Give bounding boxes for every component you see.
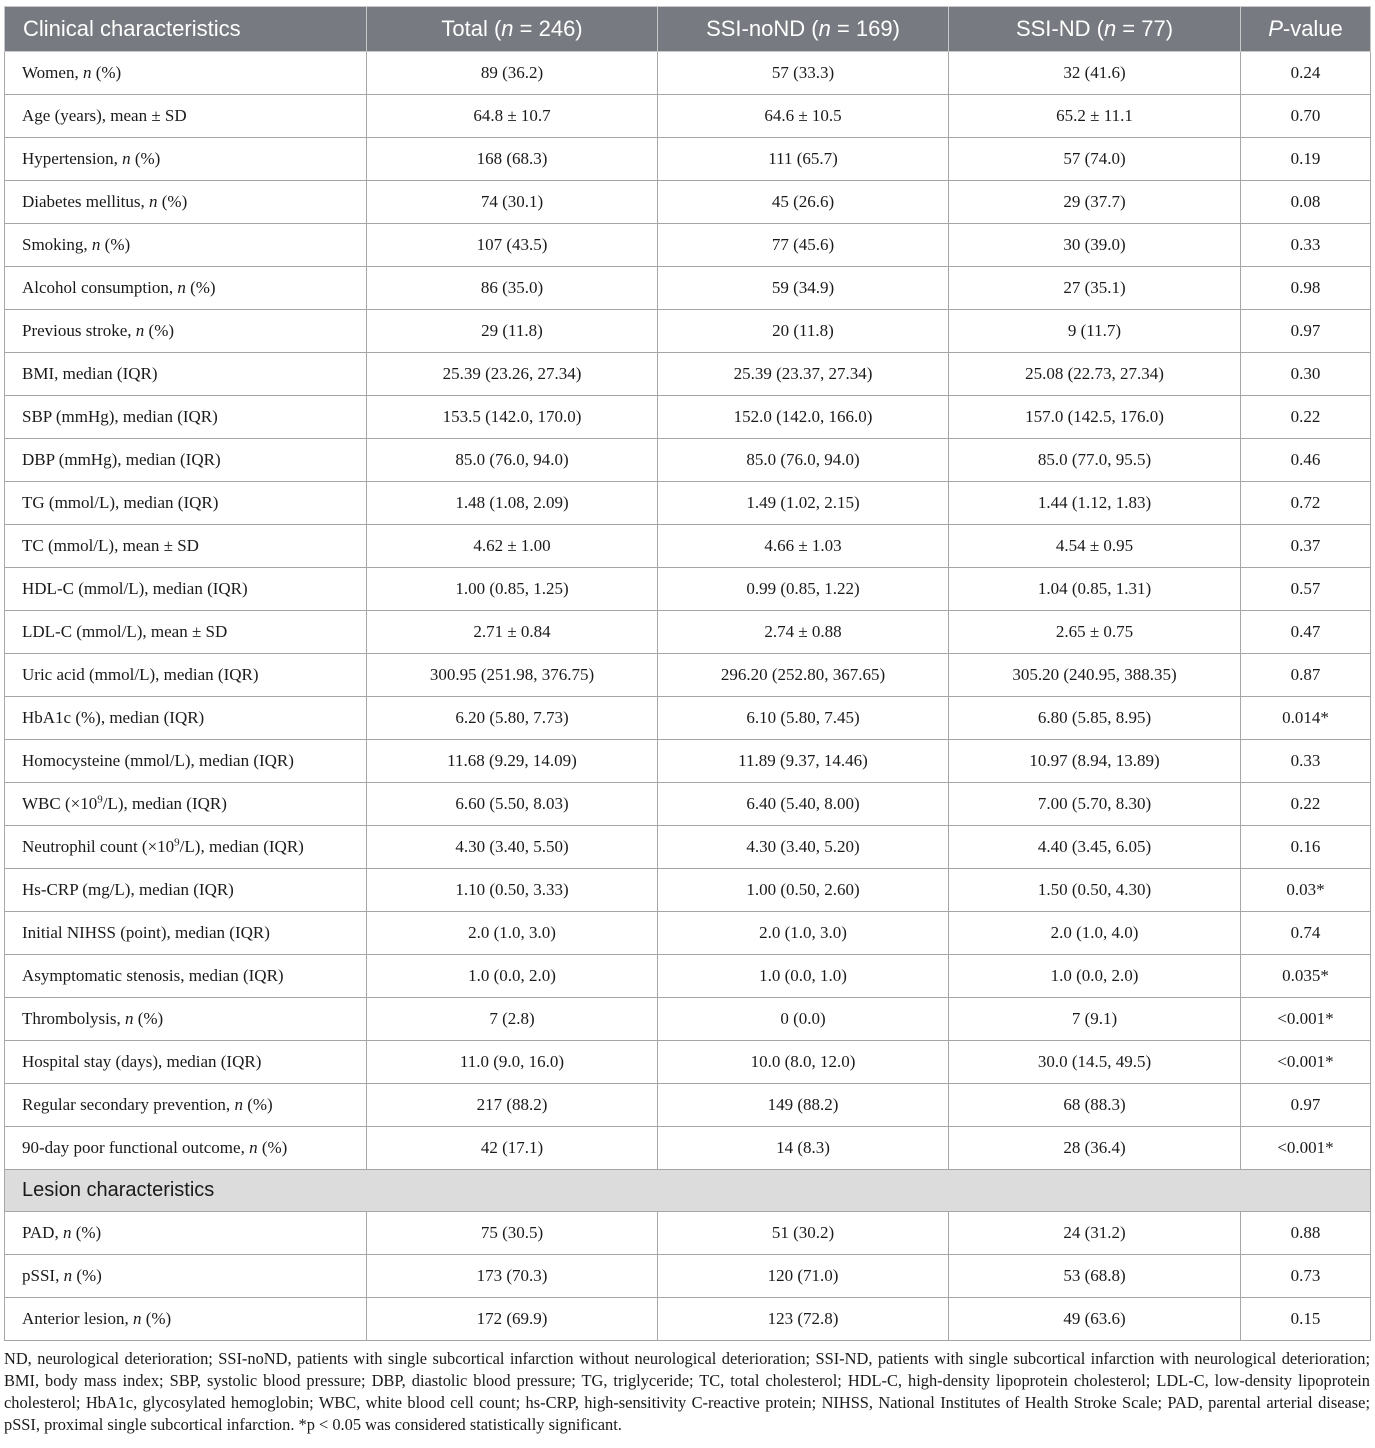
p-value: 0.47	[1241, 611, 1371, 654]
ssi-nd-value: 305.20 (240.95, 388.35)	[949, 654, 1241, 697]
ssi-nond-value: 10.0 (8.0, 12.0)	[658, 1041, 949, 1084]
header-clinical-characteristics: Clinical characteristics	[5, 7, 367, 52]
row-label: TG (mmol/L), median (IQR)	[5, 482, 367, 525]
total-value: 168 (68.3)	[367, 138, 658, 181]
p-value: <0.001*	[1241, 1127, 1371, 1170]
ssi-nond-value: 120 (71.0)	[658, 1255, 949, 1298]
row-label: Initial NIHSS (point), median (IQR)	[5, 912, 367, 955]
ssi-nd-value: 27 (35.1)	[949, 267, 1241, 310]
p-value: 0.22	[1241, 783, 1371, 826]
p-value: <0.001*	[1241, 1041, 1371, 1084]
p-value: 0.19	[1241, 138, 1371, 181]
row-label: SBP (mmHg), median (IQR)	[5, 396, 367, 439]
ssi-nond-value: 59 (34.9)	[658, 267, 949, 310]
row-label: DBP (mmHg), median (IQR)	[5, 439, 367, 482]
header-total: Total (n = 246)	[367, 7, 658, 52]
total-value: 6.20 (5.80, 7.73)	[367, 697, 658, 740]
total-value: 1.10 (0.50, 3.33)	[367, 869, 658, 912]
row-label: Hypertension, n (%)	[5, 138, 367, 181]
ssi-nond-value: 14 (8.3)	[658, 1127, 949, 1170]
ssi-nond-value: 11.89 (9.37, 14.46)	[658, 740, 949, 783]
table-body	[5, 52, 1371, 1341]
ssi-nd-value: 28 (36.4)	[949, 1127, 1241, 1170]
p-value: 0.37	[1241, 525, 1371, 568]
ssi-nd-value: 1.44 (1.12, 1.83)	[949, 482, 1241, 525]
row-label: TC (mmol/L), mean ± SD	[5, 525, 367, 568]
p-value: 0.97	[1241, 1084, 1371, 1127]
ssi-nd-value: 53 (68.8)	[949, 1255, 1241, 1298]
ssi-nond-value: 85.0 (76.0, 94.0)	[658, 439, 949, 482]
ssi-nond-value: 1.0 (0.0, 1.0)	[658, 955, 949, 998]
ssi-nd-value: 25.08 (22.73, 27.34)	[949, 353, 1241, 396]
table-row	[5, 998, 1371, 1041]
total-value: 1.0 (0.0, 2.0)	[367, 955, 658, 998]
p-value: 0.33	[1241, 224, 1371, 267]
total-value: 42 (17.1)	[367, 1127, 658, 1170]
row-label: Thrombolysis, n (%)	[5, 998, 367, 1041]
row-label: Anterior lesion, n (%)	[5, 1298, 367, 1341]
ssi-nd-value: 10.97 (8.94, 13.89)	[949, 740, 1241, 783]
p-value: 0.15	[1241, 1298, 1371, 1341]
p-value: 0.57	[1241, 568, 1371, 611]
total-value: 2.71 ± 0.84	[367, 611, 658, 654]
row-label: Previous stroke, n (%)	[5, 310, 367, 353]
p-value: 0.74	[1241, 912, 1371, 955]
p-value: 0.88	[1241, 1212, 1371, 1255]
row-label: pSSI, n (%)	[5, 1255, 367, 1298]
total-value: 2.0 (1.0, 3.0)	[367, 912, 658, 955]
ssi-nond-value: 111 (65.7)	[658, 138, 949, 181]
total-value: 64.8 ± 10.7	[367, 95, 658, 138]
ssi-nond-value: 0 (0.0)	[658, 998, 949, 1041]
table-row	[5, 697, 1371, 740]
ssi-nond-value: 6.40 (5.40, 8.00)	[658, 783, 949, 826]
total-value: 153.5 (142.0, 170.0)	[367, 396, 658, 439]
total-value: 25.39 (23.26, 27.34)	[367, 353, 658, 396]
ssi-nond-value: 4.30 (3.40, 5.20)	[658, 826, 949, 869]
ssi-nond-value: 64.6 ± 10.5	[658, 95, 949, 138]
p-value: 0.16	[1241, 826, 1371, 869]
p-value: <0.001*	[1241, 998, 1371, 1041]
p-value: 0.97	[1241, 310, 1371, 353]
ssi-nond-value: 1.00 (0.50, 2.60)	[658, 869, 949, 912]
row-label: Asymptomatic stenosis, median (IQR)	[5, 955, 367, 998]
total-value: 85.0 (76.0, 94.0)	[367, 439, 658, 482]
total-value: 4.30 (3.40, 5.50)	[367, 826, 658, 869]
ssi-nd-value: 30.0 (14.5, 49.5)	[949, 1041, 1241, 1084]
table-row	[5, 310, 1371, 353]
total-value: 7 (2.8)	[367, 998, 658, 1041]
ssi-nd-value: 65.2 ± 11.1	[949, 95, 1241, 138]
table-row	[5, 740, 1371, 783]
ssi-nond-value: 123 (72.8)	[658, 1298, 949, 1341]
ssi-nond-value: 149 (88.2)	[658, 1084, 949, 1127]
p-value: 0.33	[1241, 740, 1371, 783]
p-value: 0.98	[1241, 267, 1371, 310]
table-row	[5, 826, 1371, 869]
ssi-nd-value: 32 (41.6)	[949, 52, 1241, 95]
table-row	[5, 396, 1371, 439]
total-value: 11.68 (9.29, 14.09)	[367, 740, 658, 783]
ssi-nd-value: 1.0 (0.0, 2.0)	[949, 955, 1241, 998]
total-value: 172 (69.9)	[367, 1298, 658, 1341]
ssi-nond-value: 57 (33.3)	[658, 52, 949, 95]
table-row	[5, 955, 1371, 998]
total-value: 217 (88.2)	[367, 1084, 658, 1127]
row-label: HbA1c (%), median (IQR)	[5, 697, 367, 740]
total-value: 74 (30.1)	[367, 181, 658, 224]
table-row	[5, 353, 1371, 396]
total-value: 173 (70.3)	[367, 1255, 658, 1298]
section-row	[5, 1170, 1371, 1212]
ssi-nond-value: 45 (26.6)	[658, 181, 949, 224]
ssi-nd-value: 4.54 ± 0.95	[949, 525, 1241, 568]
row-label: Age (years), mean ± SD	[5, 95, 367, 138]
table-row	[5, 525, 1371, 568]
ssi-nd-value: 57 (74.0)	[949, 138, 1241, 181]
table-row	[5, 869, 1371, 912]
row-label: Women, n (%)	[5, 52, 367, 95]
row-label: Smoking, n (%)	[5, 224, 367, 267]
table-row	[5, 654, 1371, 697]
total-value: 1.00 (0.85, 1.25)	[367, 568, 658, 611]
ssi-nond-value: 1.49 (1.02, 2.15)	[658, 482, 949, 525]
table-row	[5, 1255, 1371, 1298]
p-value: 0.22	[1241, 396, 1371, 439]
table-container	[4, 6, 1370, 1436]
total-value: 107 (43.5)	[367, 224, 658, 267]
ssi-nd-value: 2.65 ± 0.75	[949, 611, 1241, 654]
table-row	[5, 95, 1371, 138]
table-row	[5, 611, 1371, 654]
ssi-nd-value: 1.50 (0.50, 4.30)	[949, 869, 1241, 912]
table-header-row	[5, 7, 1371, 52]
table-row	[5, 1041, 1371, 1084]
ssi-nond-value: 0.99 (0.85, 1.22)	[658, 568, 949, 611]
row-label: Alcohol consumption, n (%)	[5, 267, 367, 310]
row-label: PAD, n (%)	[5, 1212, 367, 1255]
row-label: Uric acid (mmol/L), median (IQR)	[5, 654, 367, 697]
total-value: 11.0 (9.0, 16.0)	[367, 1041, 658, 1084]
table-row	[5, 181, 1371, 224]
table-row	[5, 439, 1371, 482]
p-value: 0.70	[1241, 95, 1371, 138]
total-value: 86 (35.0)	[367, 267, 658, 310]
total-value: 29 (11.8)	[367, 310, 658, 353]
table-row	[5, 138, 1371, 181]
p-value: 0.30	[1241, 353, 1371, 396]
table-row	[5, 224, 1371, 267]
table-row	[5, 1212, 1371, 1255]
row-label: Regular secondary prevention, n (%)	[5, 1084, 367, 1127]
p-value: 0.46	[1241, 439, 1371, 482]
table-row	[5, 482, 1371, 525]
ssi-nond-value: 51 (30.2)	[658, 1212, 949, 1255]
ssi-nd-value: 6.80 (5.85, 8.95)	[949, 697, 1241, 740]
p-value: 0.08	[1241, 181, 1371, 224]
row-label: Neutrophil count $(\times 10^9/L)$, median (IQR)	[5, 826, 367, 869]
table-row	[5, 568, 1371, 611]
p-value: 0.035*	[1241, 955, 1371, 998]
ssi-nond-value: 20 (11.8)	[658, 310, 949, 353]
row-label: LDL-C (mmol/L), mean ± SD	[5, 611, 367, 654]
header-p-value: P-value	[1241, 7, 1371, 52]
ssi-nond-value: 2.0 (1.0, 3.0)	[658, 912, 949, 955]
p-value: 0.24	[1241, 52, 1371, 95]
p-value: 0.72	[1241, 482, 1371, 525]
total-value: 89 (36.2)	[367, 52, 658, 95]
header-ssi-nond: SSI-noND (n = 169)	[658, 7, 949, 52]
row-label: HDL-C (mmol/L), median (IQR)	[5, 568, 367, 611]
ssi-nond-value: 296.20 (252.80, 367.65)	[658, 654, 949, 697]
header-ssi-nd: SSI-ND (n = 77)	[949, 7, 1241, 52]
row-label: Diabetes mellitus, n (%)	[5, 181, 367, 224]
clinical-characteristics-table	[4, 6, 1371, 1341]
ssi-nd-value: 9 (11.7)	[949, 310, 1241, 353]
table-row	[5, 1084, 1371, 1127]
ssi-nd-value: 157.0 (142.5, 176.0)	[949, 396, 1241, 439]
table-row	[5, 1127, 1371, 1170]
ssi-nd-value: 85.0 (77.0, 95.5)	[949, 439, 1241, 482]
p-value: 0.03*	[1241, 869, 1371, 912]
total-value: 300.95 (251.98, 376.75)	[367, 654, 658, 697]
table-row	[5, 52, 1371, 95]
table-row	[5, 267, 1371, 310]
ssi-nd-value: 49 (63.6)	[949, 1298, 1241, 1341]
row-label: Hs-CRP (mg/L), median (IQR)	[5, 869, 367, 912]
ssi-nond-value: 77 (45.6)	[658, 224, 949, 267]
ssi-nond-value: 4.66 ± 1.03	[658, 525, 949, 568]
table-footnote: ND, neurological deterioration; SSI-noND, patients with single subcortical infarction without neurological deterioration; SSI-ND, patients with single subcortical infarction with neurological deterioration; BMI, body mass index; SBP, systolic blood pressure; DBP, diastolic blood pressure; TG, triglyceride; TC, total cholesterol; HDL-C, high-density lipoprotein cholesterol; LDL-C, low-density lipoprotein cholesterol; HbA1c, glycosylated hemoglobin; WBC, white blood cell count; hs-CRP, high-sensitivity C-reactive protein; NIHSS, National Institutes of Health Stroke Scale; PAD, parental arterial disease; pSSI, proximal single subcortical infarction. *p < 0.05 was considered statistically significant.	[4, 1349, 1370, 1434]
row-label: BMI, median (IQR)	[5, 353, 367, 396]
row-label: 90-day poor functional outcome, n (%)	[5, 1127, 367, 1170]
p-value: 0.73	[1241, 1255, 1371, 1298]
total-value: 4.62 ± 1.00	[367, 525, 658, 568]
section-title: Lesion characteristics	[5, 1170, 1371, 1212]
ssi-nd-value: 4.40 (3.45, 6.05)	[949, 826, 1241, 869]
row-label: WBC $(\times 10^9/L)$, median (IQR)	[5, 783, 367, 826]
row-label: Homocysteine (mmol/L), median (IQR)	[5, 740, 367, 783]
ssi-nond-value: 2.74 ± 0.88	[658, 611, 949, 654]
ssi-nd-value: 29 (37.7)	[949, 181, 1241, 224]
ssi-nd-value: 24 (31.2)	[949, 1212, 1241, 1255]
total-value: 1.48 (1.08, 2.09)	[367, 482, 658, 525]
ssi-nd-value: 1.04 (0.85, 1.31)	[949, 568, 1241, 611]
row-label: Hospital stay (days), median (IQR)	[5, 1041, 367, 1084]
table-row	[5, 783, 1371, 826]
ssi-nd-value: 2.0 (1.0, 4.0)	[949, 912, 1241, 955]
ssi-nd-value: 7.00 (5.70, 8.30)	[949, 783, 1241, 826]
ssi-nd-value: 30 (39.0)	[949, 224, 1241, 267]
p-value: 0.87	[1241, 654, 1371, 697]
ssi-nond-value: 6.10 (5.80, 7.45)	[658, 697, 949, 740]
ssi-nd-value: 68 (88.3)	[949, 1084, 1241, 1127]
ssi-nond-value: 25.39 (23.37, 27.34)	[658, 353, 949, 396]
total-value: 75 (30.5)	[367, 1212, 658, 1255]
ssi-nond-value: 152.0 (142.0, 166.0)	[658, 396, 949, 439]
p-value: 0.014*	[1241, 697, 1371, 740]
table-row	[5, 1298, 1371, 1341]
table-row	[5, 912, 1371, 955]
total-value: 6.60 (5.50, 8.03)	[367, 783, 658, 826]
ssi-nd-value: 7 (9.1)	[949, 998, 1241, 1041]
